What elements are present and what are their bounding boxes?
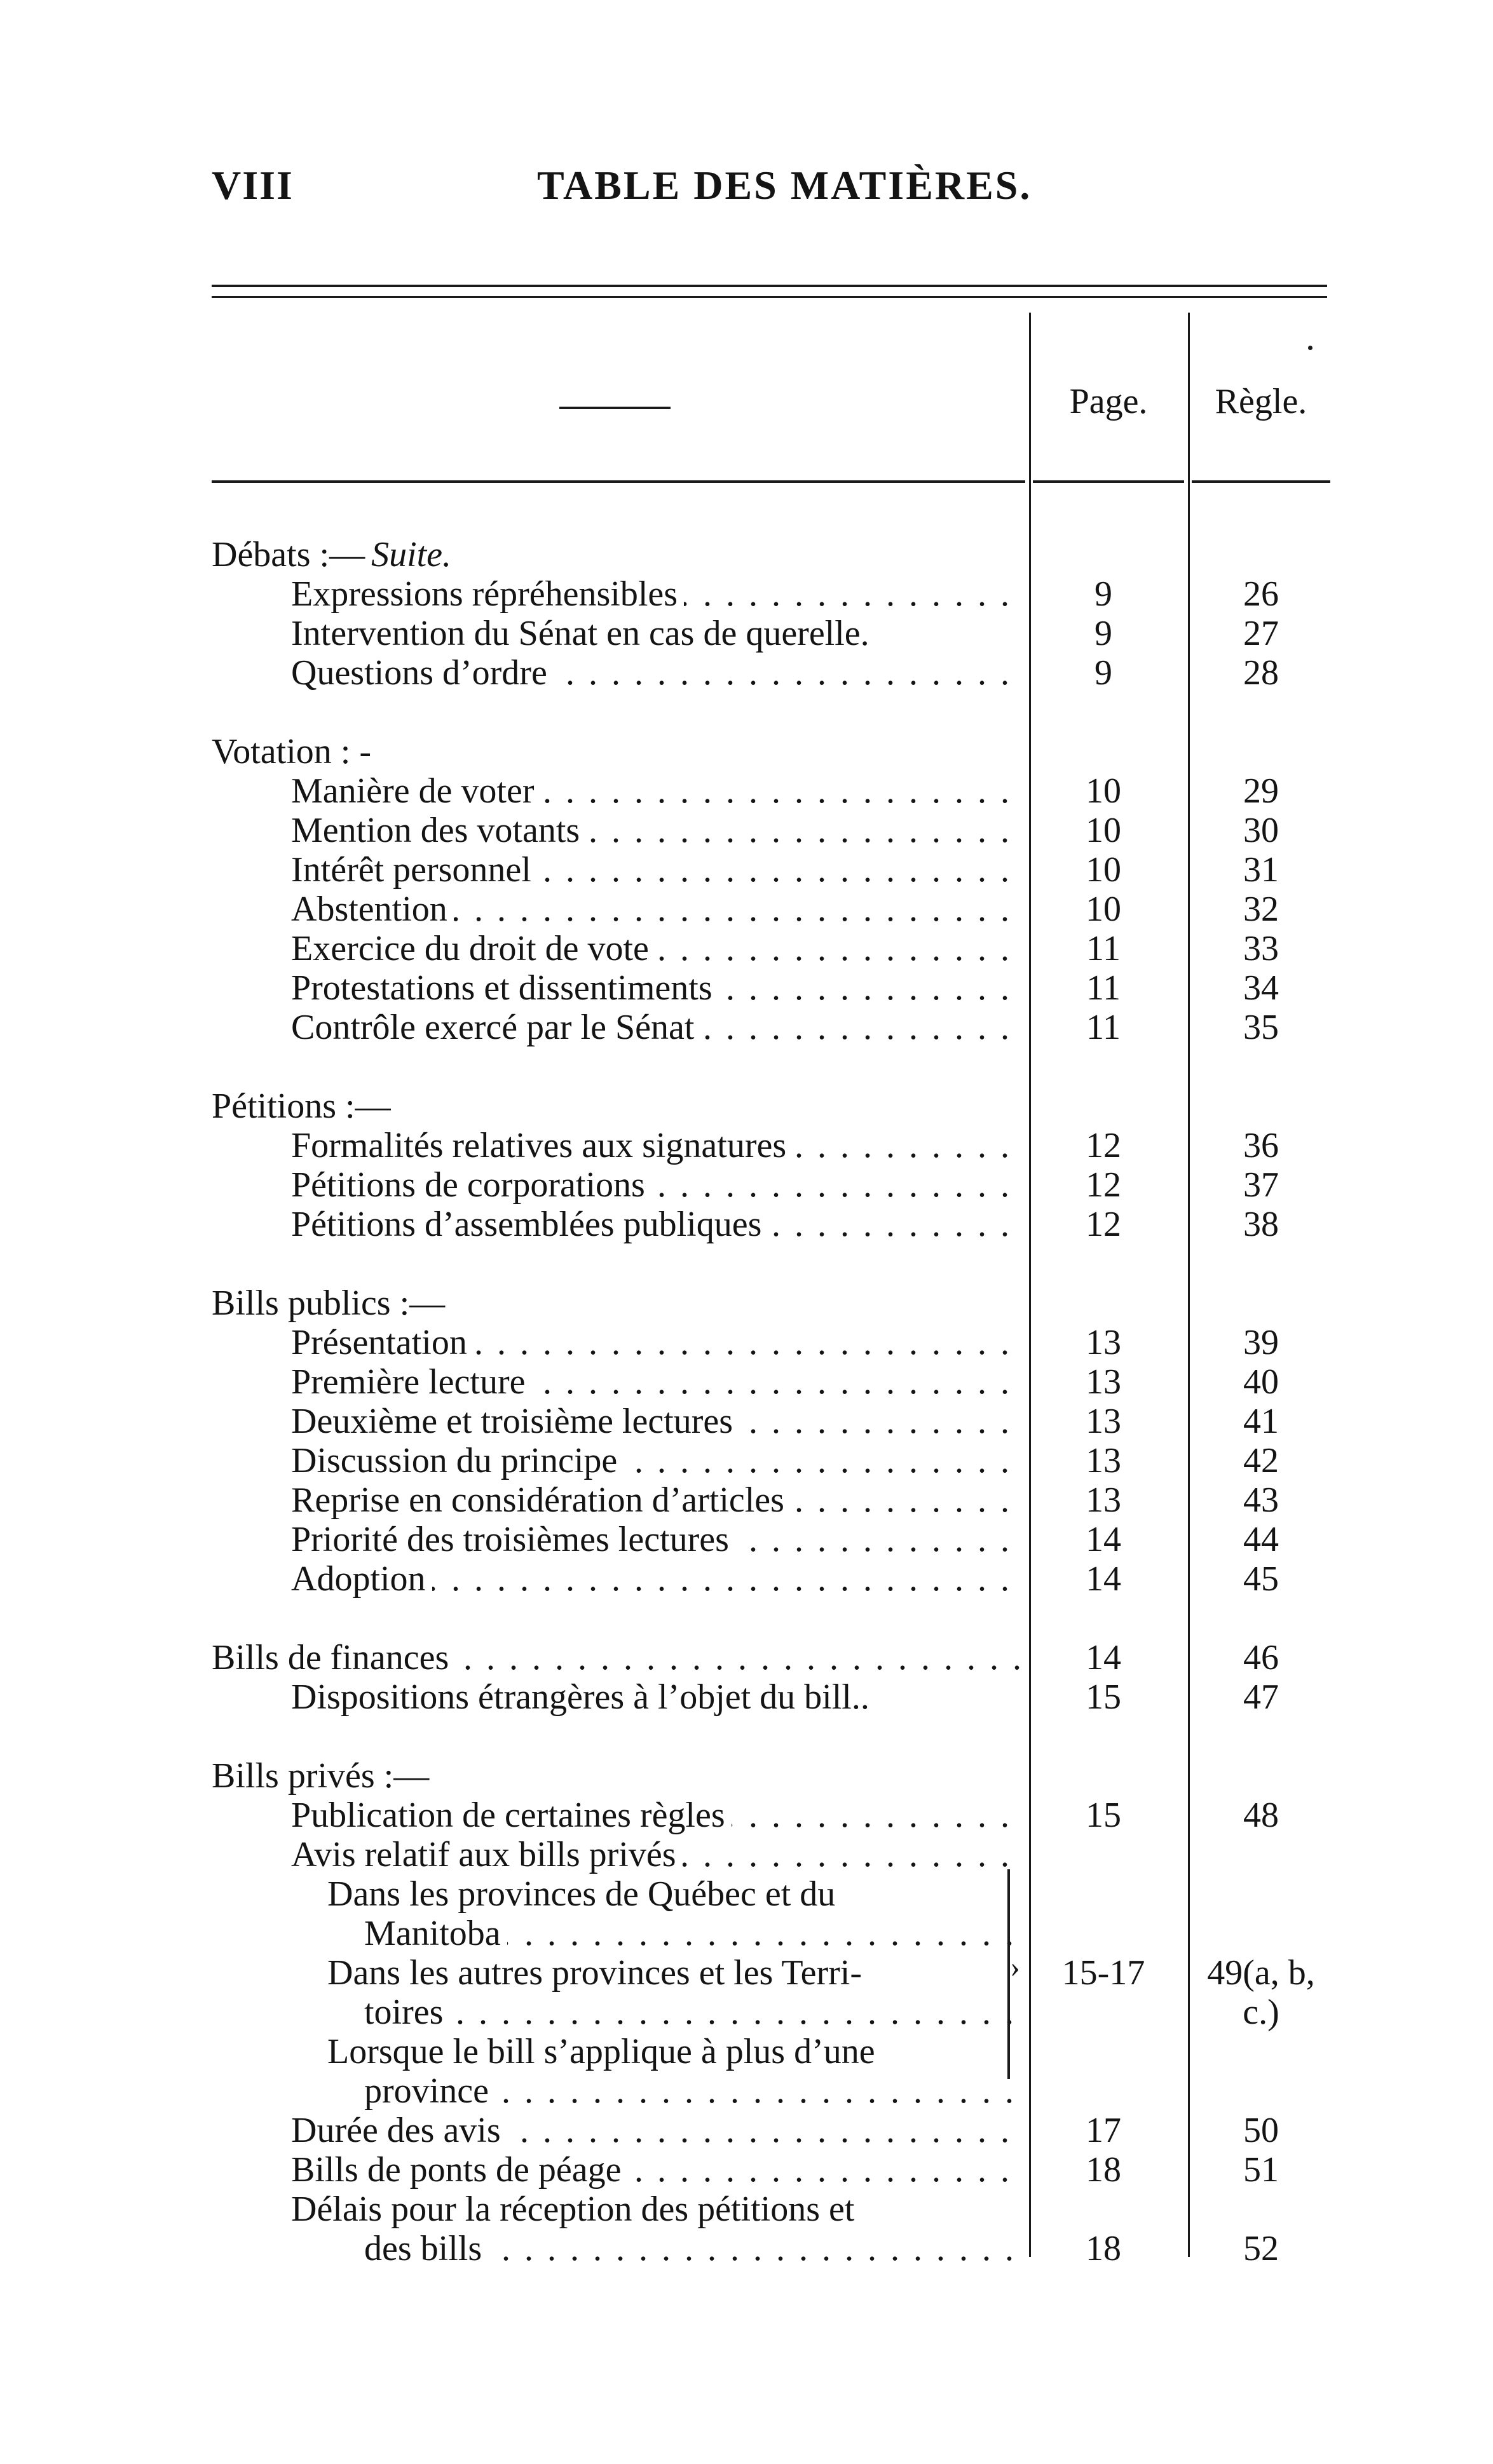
contents-row: [0, 2032, 1493, 2071]
entry-page: 14: [1086, 1520, 1121, 1559]
entry-label: Intervention du Sénat en cas de querelle.: [291, 614, 876, 653]
entry-label: Dans les autres provinces et les Terri-: [327, 1953, 868, 1993]
entry-rule: 50: [1243, 2111, 1279, 2150]
entry-text: [291, 1480, 1023, 1520]
entry-page: 11: [1086, 1008, 1121, 1047]
entry-text: [291, 811, 1023, 850]
entry-text: [291, 653, 1023, 693]
entry-rule: 31: [1243, 850, 1279, 890]
entry-page: 14: [1086, 1638, 1121, 1677]
contents-row: [0, 1559, 1493, 1599]
entry-text: [291, 2150, 1023, 2190]
entry-page: 15: [1086, 1796, 1121, 1835]
entry-text: [327, 1874, 842, 1914]
contents-row: [0, 1756, 1493, 1796]
entry-rule: 41: [1243, 1402, 1279, 1441]
entry-label: Contrôle exercé par le Sénat: [291, 1008, 700, 1047]
contents-row: [0, 850, 1493, 890]
entry-page: 14: [1086, 1559, 1121, 1599]
contents-row: [0, 2111, 1493, 2150]
contents-row: [0, 1638, 1493, 1677]
entry-text: [291, 1559, 1023, 1599]
entry-label: Priorité des troisièmes lectures: [291, 1520, 735, 1559]
entry-page: 12: [1086, 1205, 1121, 1244]
contents-row: [0, 1086, 1493, 1126]
top-rule-thick: [212, 285, 1327, 287]
entry-text: [364, 1914, 1023, 1953]
header-rule-page: [1033, 480, 1184, 483]
entry-text: [291, 2111, 1023, 2150]
entry-page: 12: [1086, 1126, 1121, 1165]
contents-row: [0, 811, 1493, 850]
entry-rule: 38: [1243, 1205, 1279, 1244]
entry-rule: 28: [1243, 653, 1279, 693]
entry-rule: 35: [1243, 1008, 1279, 1047]
header-rule-rule: [1192, 480, 1330, 483]
entry-page: 10: [1086, 890, 1121, 929]
entry-text: [291, 1165, 1023, 1205]
entry-page: 13: [1086, 1480, 1121, 1520]
entry-text: [291, 1008, 1023, 1047]
entry-text: [291, 1323, 1023, 1362]
contents-row: [0, 1126, 1493, 1165]
contents-row: [0, 1323, 1493, 1362]
entry-italic: Suite.: [371, 535, 452, 574]
entry-rule: 48: [1243, 1796, 1279, 1835]
entry-rule: 40: [1243, 1362, 1279, 1402]
contents-row: [0, 574, 1493, 614]
entry-text: [291, 1126, 1023, 1165]
contents-row: [0, 1993, 1493, 2032]
entry-rule: 33: [1243, 929, 1279, 968]
contents-row: [0, 1362, 1493, 1402]
entry-label: Pétitions de corporations: [291, 1165, 651, 1205]
contents-row: [0, 1402, 1493, 1441]
entry-label: Deuxième et troisième lectures: [291, 1402, 739, 1441]
dot-leader: [364, 1993, 1023, 2032]
folio-number: VIII: [212, 163, 294, 208]
entry-label: Votation : -: [212, 732, 378, 771]
contents-row: [0, 1835, 1493, 1874]
entry-text: [212, 1283, 451, 1323]
entry-text: [291, 1362, 1023, 1402]
column-header-page: Page.: [1069, 382, 1148, 421]
entry-text: [291, 614, 876, 653]
entry-text: [291, 890, 1023, 929]
entry-label: Questions d’ordre: [291, 653, 554, 693]
contents-row: [0, 2190, 1493, 2229]
entry-page: 11: [1086, 929, 1121, 968]
entry-page: 13: [1086, 1441, 1121, 1480]
entry-page: 17: [1086, 2111, 1121, 2150]
entry-page: 11: [1086, 968, 1121, 1008]
entry-label: Adoption: [291, 1559, 432, 1599]
contents-row: [0, 732, 1493, 771]
entry-text: [212, 1086, 397, 1126]
entry-text: [291, 850, 1023, 890]
contents-row: [0, 1796, 1493, 1835]
entry-page: 10: [1086, 811, 1121, 850]
top-rule-thin: [212, 296, 1327, 298]
entry-label: Manitoba: [364, 1914, 507, 1953]
entry-label: Présentation: [291, 1323, 474, 1362]
contents-row: [0, 614, 1493, 653]
entry-page: 18: [1086, 2150, 1121, 2190]
entry-rule: 46: [1243, 1638, 1279, 1677]
entry-label: Bills de ponts de péage: [291, 2150, 627, 2190]
entry-text: [291, 1677, 876, 1717]
entry-rule: 49(a, b, c.): [1207, 1953, 1315, 2032]
entry-label: province: [364, 2071, 495, 2111]
header-rule-text: [212, 480, 1025, 483]
entry-label: Formalités relatives aux signatures: [291, 1126, 793, 1165]
contents-row: [0, 2150, 1493, 2190]
entry-page: 18: [1086, 2229, 1121, 2268]
entry-label: Expressions répréhensibles: [291, 574, 684, 614]
entry-page: 9: [1094, 614, 1112, 653]
entry-label: Publication de certaines règles: [291, 1796, 732, 1835]
entry-page: 9: [1094, 653, 1112, 693]
entry-page: 9: [1094, 574, 1112, 614]
entry-rule: 29: [1243, 771, 1279, 811]
entry-page: 15: [1086, 1677, 1121, 1717]
contents-row: [0, 1283, 1493, 1323]
contents-row: [0, 1520, 1493, 1559]
entry-text: [212, 732, 378, 771]
entry-text: [327, 2032, 882, 2071]
entry-rule: 34: [1243, 968, 1279, 1008]
entry-text: [291, 574, 1023, 614]
entry-label: des bills: [364, 2229, 488, 2268]
contents-row: [0, 1205, 1493, 1244]
entry-text: [291, 1205, 1023, 1244]
entry-rule: 30: [1243, 811, 1279, 850]
running-title: TABLE DES MATIÈRES.: [537, 163, 1032, 208]
entry-rule: 44: [1243, 1520, 1279, 1559]
contents-row: [0, 653, 1493, 693]
contents-row: [0, 535, 1493, 574]
entry-label: Bills privés :—: [212, 1756, 435, 1796]
contents-row: [0, 1480, 1493, 1520]
contents-row: [0, 968, 1493, 1008]
contents-row: [0, 2229, 1493, 2268]
contents-row: [0, 1441, 1493, 1480]
entry-label: Dispositions étrangères à l’objet du bill..: [291, 1677, 876, 1717]
contents-row: [0, 1165, 1493, 1205]
entry-rule: 45: [1243, 1559, 1279, 1599]
heading-dash: [559, 407, 671, 409]
entry-label: toires: [364, 1993, 449, 2032]
entry-rule: 52: [1243, 2229, 1279, 2268]
entry-page: 10: [1086, 771, 1121, 811]
entry-page: 10: [1086, 850, 1121, 890]
entry-label: Protestations et dissentiments: [291, 968, 719, 1008]
entry-label: Pétitions :—: [212, 1086, 397, 1126]
entry-text: [212, 535, 451, 574]
page-header: [0, 162, 1493, 219]
entry-page: 13: [1086, 1402, 1121, 1441]
entry-rule: 42: [1243, 1441, 1279, 1480]
contents-row: [0, 771, 1493, 811]
entry-rule: 36: [1243, 1126, 1279, 1165]
contents-row: [0, 929, 1493, 968]
entry-rule: 51: [1243, 2150, 1279, 2190]
entry-label: Bills de finances: [212, 1638, 455, 1677]
entry-text: [364, 2071, 1023, 2111]
entry-label: Durée des avis: [291, 2111, 507, 2150]
entry-text: [291, 1835, 1023, 1874]
contents-row: [0, 1914, 1493, 1953]
entry-label: Mention des votants: [291, 811, 586, 850]
entry-label: Reprise en considération d’articles: [291, 1480, 791, 1520]
entry-label: Débats :—: [212, 535, 371, 574]
entry-page: 15-17: [1061, 1953, 1145, 1993]
entry-rule: 43: [1243, 1480, 1279, 1520]
entry-label: Manière de voter: [291, 771, 540, 811]
contents-row: [0, 1874, 1493, 1914]
contents-row: [0, 890, 1493, 929]
entry-text: [291, 968, 1023, 1008]
entry-rule: 27: [1243, 614, 1279, 653]
column-header-rule: Règle.: [1215, 382, 1307, 421]
entry-text: [364, 1993, 1023, 2032]
entry-text: [291, 1796, 1023, 1835]
entry-label: Lorsque le bill s’applique à plus d’une: [327, 2032, 882, 2071]
entry-text: [291, 929, 1023, 968]
entry-label: Délais pour la réception des pétitions et: [291, 2190, 861, 2229]
entry-rule: 39: [1243, 1323, 1279, 1362]
entry-label: Avis relatif aux bills privés: [291, 1835, 683, 1874]
speck: [1308, 346, 1312, 350]
entry-text: [212, 1638, 1023, 1677]
contents-row: [0, 2071, 1493, 2111]
entry-page: 12: [1086, 1165, 1121, 1205]
entry-label: Discussion du principe: [291, 1441, 624, 1480]
entry-label: Exercice du droit de vote: [291, 929, 655, 968]
entry-label: Abstention: [291, 890, 454, 929]
entry-label: Dans les provinces de Québec et du: [327, 1874, 842, 1914]
entry-label: Première lecture: [291, 1362, 531, 1402]
entry-rule: 32: [1243, 890, 1279, 929]
entry-text: [291, 1520, 1023, 1559]
entry-page: 13: [1086, 1362, 1121, 1402]
entry-text: [291, 771, 1023, 811]
entry-label: Pétitions d’assemblées publiques: [291, 1205, 768, 1244]
entry-page: 13: [1086, 1323, 1121, 1362]
entry-text: [327, 1953, 868, 1993]
entry-rule: 37: [1243, 1165, 1279, 1205]
entry-text: [364, 2229, 1023, 2268]
contents-row: [0, 1677, 1493, 1717]
entry-text: [291, 2190, 861, 2229]
entry-label: Bills publics :—: [212, 1283, 451, 1323]
entry-label: Intérêt personnel: [291, 850, 538, 890]
entry-text: [291, 1441, 1023, 1480]
entry-rule: 26: [1243, 574, 1279, 614]
contents-row: [0, 1008, 1493, 1047]
brace-point: ›: [1010, 1950, 1020, 1984]
entry-text: [291, 1402, 1023, 1441]
entry-rule: 47: [1243, 1677, 1279, 1717]
entry-text: [212, 1756, 435, 1796]
